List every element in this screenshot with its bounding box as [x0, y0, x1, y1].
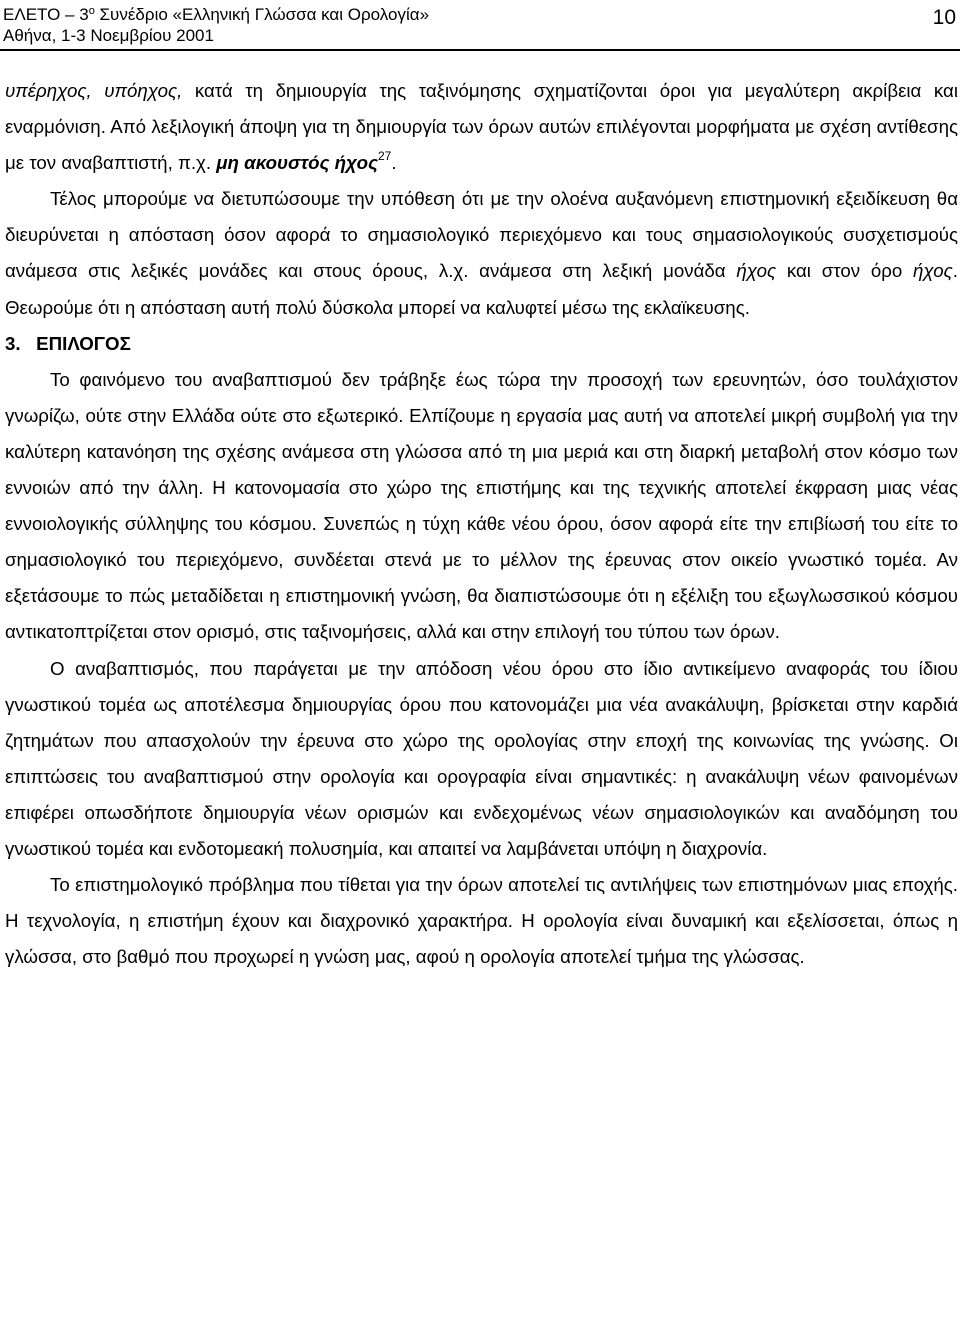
header-rule: [0, 49, 960, 51]
conference-title-prefix: ΕΛΕΤΟ – 3: [3, 5, 89, 24]
document-body: [5, 73, 958, 975]
italic-term: ήχος: [736, 260, 777, 282]
conference-location-date: Αθήνα, 1-3 Νοεμβρίου 2001: [3, 26, 214, 45]
paragraph-3: Το φαινόμενο του αναβαπτισμού δεν τράβηξε έως τώρα την προσοχή των ερευνητών, όσο τουλάχιστον γνωρίζω, ούτε στην Ελλάδα ούτε στο εξωτερικό. Ελπίζουμε η εργασία μας αυτή να αποτελεί μικρή συμβολή για την καλύτερη κατανόηση της σχέσης ανάμεσα στη γλώσσα από τη μια μεριά και στη διαρκή μεταβολή στον κόσμο των εννοιών από την άλλη. Η κατονομασία στο χώρο της επιστήμης και της τεχνικής αποτελεί έκφραση μιας νέας εννοιολογικής σύλληψης του κόσμου. Συνεπώς η τύχη κάθε νέου όρου, όσον αφορά είτε την επιβίωσή του είτε το σημασιολογικό του περιεχόμενο, συνδέεται στενά με το μέλλον της έρευνας στον οικείο γνωστικό τομέα. Αν εξετάσουμε το πώς μεταδίδεται η επιστημονική γνώση, θα διαπιστώσουμε ότι η εξέλιξη του εξωγλωσσικού κόσμου αντικατοπτρίζεται στον ορισμό, στις ταξινομήσεις, αλλά και στην επιλογή του τύπου των όρων.: [5, 368, 958, 643]
footnote-ref[interactable]: 27: [377, 149, 392, 164]
conference-title-suffix: Συνέδριο «Ελληνική Γλώσσα και Ορολογία»: [94, 5, 430, 24]
paragraph-1: [5, 73, 958, 181]
paragraph-2: [5, 181, 958, 325]
conference-title: [3, 5, 429, 25]
paragraph-text: Τέλος μπορούμε να διετυπώσουμε την υπόθεση ότι με την ολοένα αυξανόμενη επιστημονική εξειδίκευση θα διευρύνεται η απόσταση όσον αφορά το σημασιολογικό περιεχόμενο και τους σημασιολογικούς συσχετισμούς ανάμεσα στις λεξικές μονάδες και στους όρους, λ.χ. ανάμεσα στη λεξική μονάδα: [5, 188, 958, 282]
paragraph-5: Το επιστημολογικό πρόβλημα που τίθεται για την όρων αποτελεί τις αντιλήψεις των επιστημόνων μιας εποχής. Η τεχνολογία, η επιστήμη έχουν και διαχρονικό χαρακτήρα. Η ορολογία είναι δυναμική και εξελίσσεται, όπως η γλώσσα, στο βαθμό που προχωρεί η γνώση μας, αφού η ορολογία αποτελεί τμήμα της γλώσσας.: [5, 874, 958, 968]
ordinal-superscript: ο: [88, 5, 95, 17]
paragraph-text: .: [391, 152, 397, 174]
bold-italic-term: μη ακουστός ήχος: [216, 152, 378, 174]
paragraph-4: Ο αναβαπτισμός, που παράγεται με την απόδοση νέου όρου στο ίδιο αντικείμενο αναφοράς του ίδιου γνωστικού τομέα ως αποτέλεσμα δημιουργίας όρου που κατονομάζει μια νέα ανακάλυψη, βρίσκεται στην καρδιά ζητημάτων που απασχολούν την έρευνα στο χώρο της ορολογίας στην εποχή της κοινωνίας της γνώσης. Οι επιπτώσεις του αναβαπτισμού στην ορολογία και ορογραφία είναι σημαντικές: η ανακάλυψη νέων φαινομένων επιφέρει οπωσδήποτε δημιουργία νέων ορισμών και ενδεχομένως νέων σημασιολογικών και αναδόμηση του γνωστικού τομέα και ενδοτομεακή πολυσημία, και απαιτεί να λαμβάνεται υπόψη η διαχρονία.: [5, 657, 958, 859]
paragraph-text: και στον όρο: [776, 260, 914, 282]
italic-term: ήχος: [913, 260, 953, 282]
paragraph-text: . Θεωρούμε ότι η απόσταση αυτή πολύ δύσκολα μπορεί να καλυφτεί μέσω της εκλαϊκευσης.: [5, 260, 958, 318]
section-heading: 3. ΕΠΙΛΟΓΟΣ: [5, 332, 131, 354]
page-number: 10: [932, 6, 956, 29]
paragraph-text: κατά τη δημιουργία της ταξινόμησης σχηματίζονται όροι για μεγαλύτερη ακρίβεια και εναρμόνιση. Από λεξιλογική άποψη για τη δημιουργία των όρων αυτών επιλέγονται μορφήματα με σχέση αντίθεσης με τον αναβαπτιστή, π.χ.: [5, 80, 958, 174]
italic-term: υπέρηχος, υπόηχος,: [5, 80, 183, 101]
page-header: [0, 0, 960, 48]
